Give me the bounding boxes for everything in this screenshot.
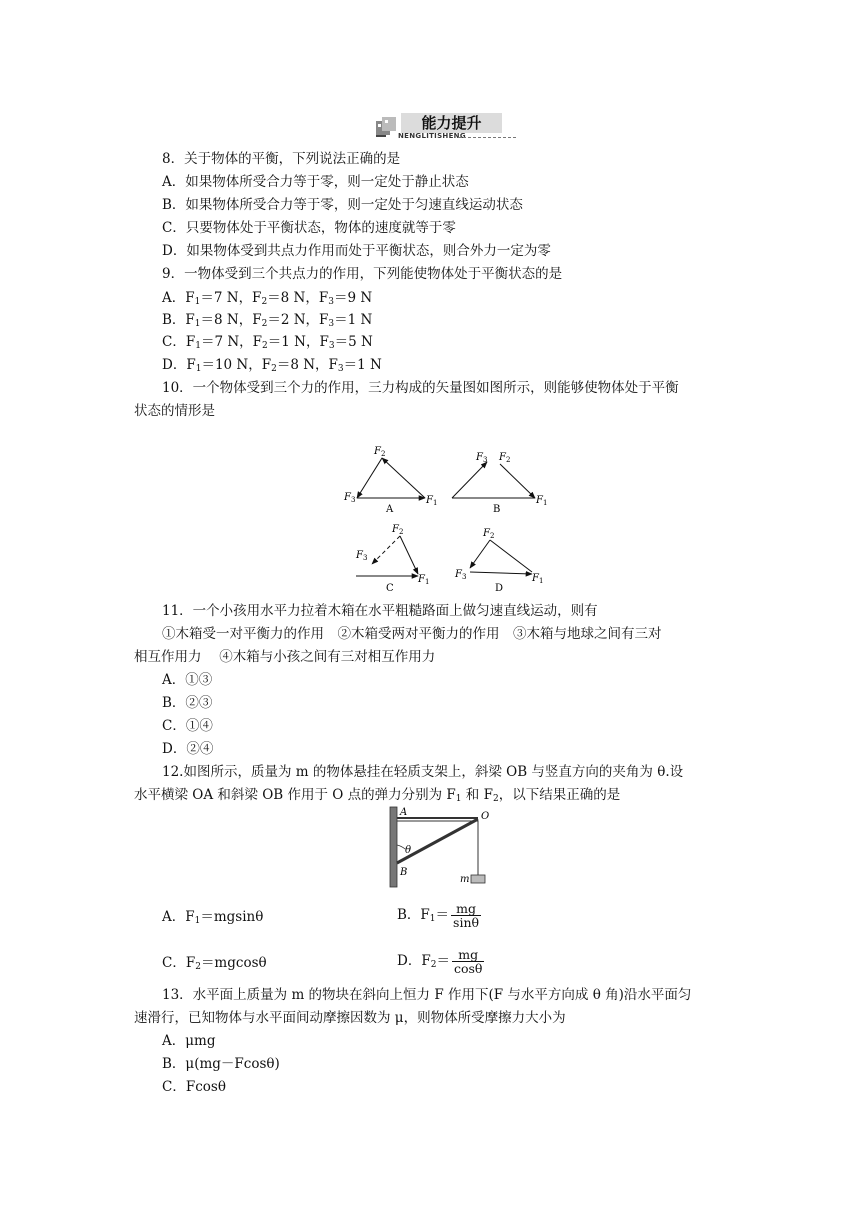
q10-d-f1-label: $F_1$ xyxy=(532,573,544,585)
section-banner xyxy=(370,111,520,143)
q11-stem: 11．一个小孩用水平力拉着木箱在水平粗糙路面上做匀速直线运动，则有 xyxy=(162,603,598,619)
q9-option-a: A．$F_1=7$ N，$F_2=8$ N，$F_3=9$ N xyxy=(162,290,373,307)
q8-stem: 8．关于物体的平衡，下列说法正确的是 xyxy=(162,151,401,167)
q10-triangle-b xyxy=(452,462,535,498)
q12-stem-line2: 水平横梁 OA 和斜梁 OB 作用于 O 点的弹力分别为 $F_1$ 和 $F_2$，以下结果正确的是 xyxy=(134,787,621,804)
q10-label-b: B xyxy=(493,504,501,515)
q10-b-f3-label: $F_3$ xyxy=(476,452,488,464)
q9-option-d: D．$F_1=10$ N，$F_2=8$ N，$F_3=1$ N xyxy=(162,357,382,374)
q8-option-a: A．如果物体所受合力等于零，则一定处于静止状态 xyxy=(162,174,469,190)
q8-option-b: B．如果物体所受合力等于零，则一定处于匀速直线运动状态 xyxy=(162,197,523,213)
q12-option-c: C．$F_2=mgcos\theta$ xyxy=(162,955,267,972)
q12-label-a: A xyxy=(400,807,408,818)
q12-label-theta: θ xyxy=(405,845,412,856)
q10-b-f1-label: $F_1$ xyxy=(536,495,548,507)
q12-beam-ob xyxy=(397,819,478,863)
q12-option-a: A．$F_1=mgsin\theta$ xyxy=(162,909,264,926)
q11-statements-line2: 相互作用力 ④木箱与小孩之间有三对相互作用力 xyxy=(134,649,436,665)
q13-option-b: B．μ(mg－Fcosθ) xyxy=(162,1056,280,1072)
q11-statements-line1: ①木箱受一对平衡力的作用 ②木箱受两对平衡力的作用 ③木箱与地球之间有三对 xyxy=(162,626,662,642)
q12-label-b: B xyxy=(400,867,408,878)
q10-c-f1-label: $F_1$ xyxy=(418,574,430,586)
q9-option-c: C．$F_1=7$ N，$F_2=1$ N，$F_3=5$ N xyxy=(162,334,373,351)
q11-option-a: A．①③ xyxy=(162,672,213,688)
q9-option-b: B．$F_1=8$ N，$F_2=2$ N，$F_3=1$ N xyxy=(162,312,373,329)
q10-a-f1-label: $F_1$ xyxy=(426,495,438,507)
q12-stem-line1: 12.如图所示，质量为 m 的物体悬挂在轻质支架上，斜梁 OB 与竖直方向的夹角为 θ.设 xyxy=(162,764,684,780)
q12-option-d: D．$F_2=$ $\frac{mg}{\cos\theta}$ xyxy=(397,947,483,976)
q12-option-b: B．$F_1=$ $\frac{mg}{\sin\theta}$ xyxy=(397,901,480,930)
q10-d-f3-label: $F_3$ xyxy=(455,569,467,581)
q12-option-b-fraction: $\frac{mg}{\sin\theta}$ xyxy=(453,901,480,930)
q10-stem-line1: 10．一个物体受到三个力的作用，三力构成的矢量图如图所示，则能够使物体处于平衡 xyxy=(162,380,679,396)
banner-subtitle: NENGLITISHENG xyxy=(398,132,466,140)
q10-c-f2-label: $F_2$ xyxy=(392,524,404,536)
q10-label-d: D xyxy=(495,583,504,594)
q13-option-a: A．μmg xyxy=(162,1033,216,1049)
banner-title: 能力提升 xyxy=(401,113,502,133)
q8-option-d: D．如果物体受到共点力作用而处于平衡状态，则合外力一定为零 xyxy=(162,243,551,259)
q10-triangle-d xyxy=(470,540,532,574)
q10-a-f3-label: $F_3$ xyxy=(344,492,356,504)
q11-option-c: C．①④ xyxy=(162,718,213,734)
q8-option-c: C．只要物体处于平衡状态，物体的速度就等于零 xyxy=(162,220,456,236)
q10-b-f2-label: $F_2$ xyxy=(499,452,511,464)
q12-label-o: O xyxy=(481,811,490,822)
q11-option-b: B．②③ xyxy=(162,695,213,711)
q10-label-a: A xyxy=(386,504,394,515)
q13-stem-line1: 13．水平面上质量为 m 的物块在斜向上恒力 F 作用下(F 与水平方向成 θ 角)沿水平面匀 xyxy=(162,987,692,1003)
q12-label-m: m xyxy=(460,874,470,885)
q10-vector-figure xyxy=(330,440,560,595)
q10-d-f2-label: $F_2$ xyxy=(483,528,495,540)
q9-stem: 9．一物体受到三个共点力的作用，下列能使物体处于平衡状态的是 xyxy=(162,266,563,282)
banner-logo-icon xyxy=(374,115,400,139)
q12-mass-block xyxy=(471,875,485,883)
q13-option-c: C．Fcosθ xyxy=(162,1079,226,1095)
q12-wall xyxy=(390,807,397,887)
q12-option-d-fraction: $\frac{mg}{\cos\theta}$ xyxy=(453,947,483,976)
q10-stem-line2: 状态的情形是 xyxy=(134,403,215,419)
q11-option-d: D．②④ xyxy=(162,741,214,757)
q13-stem-line2: 速滑行，已知物体与水平面间动摩擦因数为 μ，则物体所受摩擦力大小为 xyxy=(134,1010,566,1026)
banner-rule xyxy=(458,137,516,138)
q10-label-c: C xyxy=(386,583,394,594)
q10-c-f3-label: $F_3$ xyxy=(356,550,368,562)
q10-a-f2-label: $F_2$ xyxy=(374,446,386,458)
q12-bracket-figure xyxy=(385,805,495,893)
q10-triangle-a xyxy=(357,458,425,498)
